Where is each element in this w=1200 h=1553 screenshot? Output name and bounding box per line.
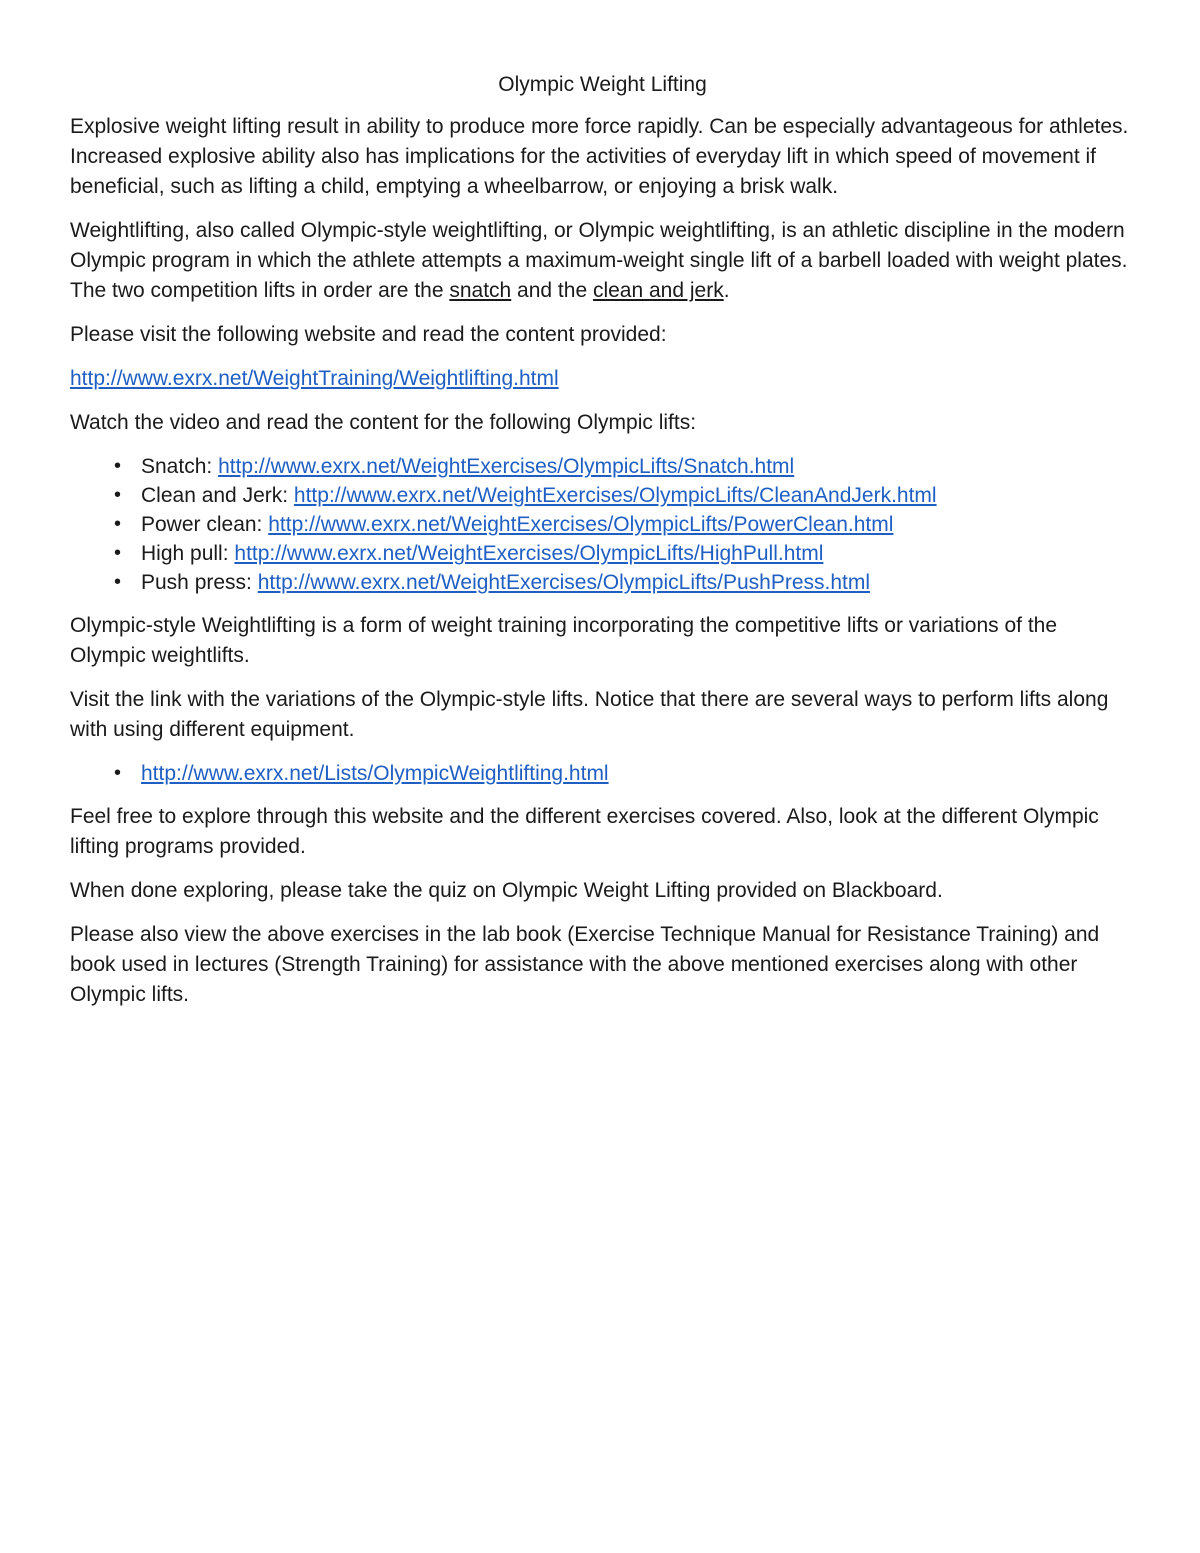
snatch-term: snatch (449, 279, 512, 302)
explore-paragraph: Feel free to explore through this website and the different exercises covered. Also, look at the different Olympic lifting programs provided. (70, 805, 1099, 858)
quiz-paragraph: When done exploring, please take the quiz on Olympic Weight Lifting provided on Blackboard. (70, 879, 943, 902)
clean-and-jerk-term: clean and jerk (592, 279, 724, 302)
document-title: Olympic Weight Lifting (498, 73, 707, 96)
list-item (70, 510, 1135, 539)
olympic-style-paragraph: Olympic-style Weightlifting is a form of weight training incorporating the competitive lifts or variations of the Olympic weightlifts. (70, 614, 1058, 667)
bullet-icon: • (114, 571, 122, 593)
lift-label: Clean and Jerk: (141, 484, 294, 507)
document-page (70, 70, 1135, 1024)
intro-paragraph: Explosive weight lifting result in ability to produce more force rapidly. Can be especially advantageous for athletes. Increased explosive ability also has implications for the activities of everyday lift in which speed of movement if beneficial, such as lifting a child, emptying a wheelbarrow, or enjoying a brisk walk. (70, 115, 1129, 198)
lift-label: High pull: (141, 542, 235, 565)
list-item (70, 568, 1135, 597)
bullet-icon: • (114, 455, 122, 477)
variations-link[interactable]: http://www.exrx.net/Lists/OlympicWeightlifting.html (141, 762, 609, 785)
lift-link-push-press[interactable]: http://www.exrx.net/WeightExercises/OlympicLifts/PushPress.html (257, 571, 871, 594)
list-item (70, 539, 1135, 568)
lift-link-clean-and-jerk[interactable]: http://www.exrx.net/WeightExercises/OlympicLifts/CleanAndJerk.html (293, 484, 937, 507)
bullet-icon: • (114, 513, 122, 535)
weightlifting-main-link[interactable]: http://www.exrx.net/WeightTraining/Weightlifting.html (70, 367, 559, 390)
main-link-paragraph (70, 364, 1135, 394)
lift-link-power-clean[interactable]: http://www.exrx.net/WeightExercises/OlympicLifts/PowerClean.html (268, 513, 894, 536)
lift-link-snatch[interactable]: http://www.exrx.net/WeightExercises/OlympicLifts/Snatch.html (218, 455, 795, 478)
variations-list (70, 759, 1135, 788)
definition-text-middle: and the (511, 279, 593, 302)
definition-text-after: . (723, 279, 730, 302)
list-item (70, 759, 1135, 788)
lifts-list (70, 452, 1135, 597)
variations-instruction: Visit the link with the variations of the Olympic-style lifts. Notice that there are several ways to perform lifts along with using different equipment. (70, 688, 1109, 741)
bullet-icon: • (114, 542, 122, 564)
lift-label: Push press: (141, 571, 258, 594)
bullet-icon: • (114, 762, 122, 784)
definition-paragraph (70, 216, 1135, 306)
lift-label: Power clean: (141, 513, 269, 536)
lab-book-paragraph: Please also view the above exercises in the lab book (Exercise Technique Manual for Resistance Training) and book used in lectures (Strength Training) for assistance with the above mentioned exercises along with other Olympic lifts. (70, 923, 1100, 1006)
definition-text-before: Weightlifting, also called Olympic-style weightlifting, or Olympic weightlifting, is an athletic discipline in the modern Olympic program in which the athlete attempts a maximum-weight single lift of a barbell loaded with weight plates. The two competition lifts in order are the (70, 219, 1128, 302)
list-item (70, 452, 1135, 481)
lift-label: Snatch: (141, 455, 219, 478)
bullet-icon: • (114, 484, 122, 506)
video-instruction: Watch the video and read the content for the following Olympic lifts: (70, 411, 697, 434)
lift-link-high-pull[interactable]: http://www.exrx.net/WeightExercises/OlympicLifts/HighPull.html (234, 542, 824, 565)
visit-instruction: Please visit the following website and read the content provided: (70, 323, 667, 346)
list-item (70, 481, 1135, 510)
